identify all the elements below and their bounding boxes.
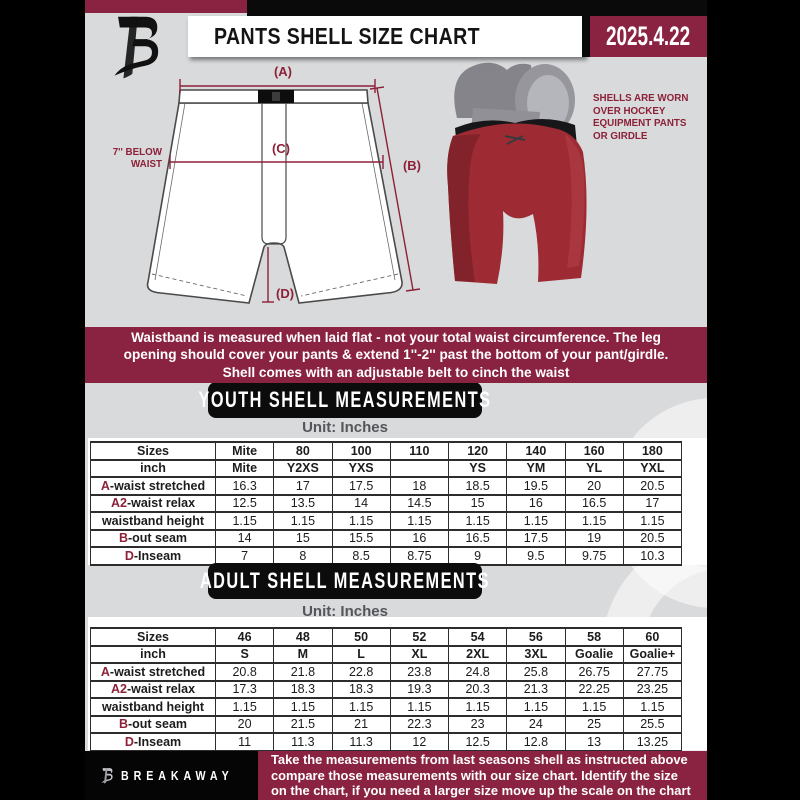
- table-row: [91, 530, 682, 548]
- footer-instructions: [258, 751, 707, 800]
- table-row: [91, 733, 682, 751]
- breakaway-logo-icon: [103, 15, 167, 86]
- table-row: [91, 716, 682, 734]
- table-cell: L: [332, 646, 390, 664]
- table-row: [91, 663, 682, 681]
- table-cell: 24.8: [449, 663, 507, 681]
- table-cell: 180: [623, 442, 681, 460]
- table-cell: waistband height: [91, 698, 216, 716]
- table-cell: YXS: [332, 460, 390, 478]
- table-cell: [390, 460, 448, 478]
- table-cell: 21.8: [274, 663, 332, 681]
- table-cell: 16: [390, 530, 448, 548]
- table-cell: Sizes: [91, 628, 216, 646]
- table-cell: 3XL: [507, 646, 565, 664]
- table-cell: 11.3: [274, 733, 332, 751]
- youth-size-table: [90, 441, 682, 566]
- brand-name: BREAKAWAY: [120, 768, 234, 783]
- table-cell: 1.15: [507, 698, 565, 716]
- measurement-notice-banner: [85, 327, 707, 383]
- table-cell: 50: [332, 628, 390, 646]
- table-cell: 1.15: [623, 512, 681, 530]
- table-cell: 25: [565, 716, 623, 734]
- table-cell: 140: [507, 442, 565, 460]
- table-cell: 25.8: [507, 663, 565, 681]
- table-cell: 54: [449, 628, 507, 646]
- table-cell: 52: [390, 628, 448, 646]
- shell-photo-caption: [593, 93, 703, 143]
- table-cell: 25.5: [623, 716, 681, 734]
- dimension-prefix: A: [100, 664, 110, 679]
- table-cell: 2XL: [449, 646, 507, 664]
- table-cell: 19.5: [507, 477, 565, 495]
- table-cell: 46: [216, 628, 274, 646]
- caption-line: EQUIPMENT PANTS: [593, 118, 687, 130]
- table-cell: Goalie: [565, 646, 623, 664]
- table-cell: 18: [390, 477, 448, 495]
- dimension-prefix: D: [124, 548, 134, 563]
- table-cell: 9: [449, 547, 507, 565]
- table-row: [91, 442, 682, 460]
- dim-label-a: (A): [273, 64, 293, 79]
- table-cell: waistband height: [91, 512, 216, 530]
- table-cell: A2-waist relax: [91, 681, 216, 699]
- table-cell: 7: [216, 547, 274, 565]
- table-cell: Mite: [216, 442, 274, 460]
- footer-line: on the chart, if you need a larger size move up the scale on the chart: [271, 783, 691, 799]
- table-cell: Mite: [216, 460, 274, 478]
- table-cell: 15: [449, 495, 507, 513]
- table-cell: 16.3: [216, 477, 274, 495]
- table-cell: 19: [565, 530, 623, 548]
- table-cell: 1.15: [565, 698, 623, 716]
- dimension-prefix: A2: [110, 682, 127, 697]
- table-cell: 21.3: [507, 681, 565, 699]
- table-cell: 21: [332, 716, 390, 734]
- date-badge: [590, 16, 707, 57]
- table-cell: 13.25: [623, 733, 681, 751]
- adult-section-title: ADULT SHELL MEASUREMENTS: [200, 568, 490, 593]
- table-cell: 16.5: [565, 495, 623, 513]
- table-cell: 17.3: [216, 681, 274, 699]
- table-cell: 22.8: [332, 663, 390, 681]
- table-cell: 20.5: [623, 477, 681, 495]
- table-cell: 120: [449, 442, 507, 460]
- table-row: [91, 628, 682, 646]
- table-cell: 26.75: [565, 663, 623, 681]
- table-cell: 1.15: [274, 512, 332, 530]
- table-cell: 8.75: [390, 547, 448, 565]
- table-cell: 160: [565, 442, 623, 460]
- table-cell: 1.15: [332, 512, 390, 530]
- adult-unit-label: Unit: Inches: [302, 603, 388, 620]
- table-cell: 1.15: [449, 698, 507, 716]
- table-cell: 1.15: [274, 698, 332, 716]
- table-row: [91, 698, 682, 716]
- table-cell: Sizes: [91, 442, 216, 460]
- table-cell: 14: [332, 495, 390, 513]
- table-cell: A2-waist relax: [91, 495, 216, 513]
- table-cell: 1.15: [390, 512, 448, 530]
- footer-line: Take the measurements from last seasons shell as instructed above: [271, 752, 688, 768]
- table-cell: 1.15: [390, 698, 448, 716]
- table-cell: B-out seam: [91, 716, 216, 734]
- table-cell: D-Inseam: [91, 733, 216, 751]
- table-cell: Goalie+: [623, 646, 681, 664]
- table-cell: 18.5: [449, 477, 507, 495]
- header-maroon-strip: [85, 0, 247, 13]
- title-bar: [188, 16, 585, 57]
- caption-line: OR GIRDLE: [593, 130, 648, 142]
- table-cell: 13: [565, 733, 623, 751]
- notice-line: Shell comes with an adjustable belt to cinch the waist: [222, 364, 570, 380]
- table-cell: 22.25: [565, 681, 623, 699]
- dim-label-c: (C): [271, 141, 291, 156]
- table-cell: 11: [216, 733, 274, 751]
- notice-line: Waistband is measured when laid flat - not your total waist circumference. The leg: [131, 330, 661, 346]
- table-row: [91, 512, 682, 530]
- table-cell: 12.8: [507, 733, 565, 751]
- table-cell: 8: [274, 547, 332, 565]
- table-cell: 12.5: [449, 733, 507, 751]
- caption-line: SHELLS ARE WORN: [593, 93, 689, 104]
- table-row: [91, 460, 682, 478]
- table-cell: 9.5: [507, 547, 565, 565]
- table-cell: 14.5: [390, 495, 448, 513]
- footer-line: compare those measurements with our size chart. Identify the size: [271, 767, 678, 783]
- breakaway-footer-logo-icon: [99, 760, 115, 792]
- table-cell: 12.5: [216, 495, 274, 513]
- table-cell: 19.3: [390, 681, 448, 699]
- table-cell: YXL: [623, 460, 681, 478]
- dim-label-b: (B): [402, 158, 422, 173]
- table-row: [91, 681, 682, 699]
- note-line: WAIST: [130, 159, 162, 170]
- table-cell: 1.15: [216, 698, 274, 716]
- table-cell: 56: [507, 628, 565, 646]
- date-text: 2025.4.22: [606, 21, 691, 51]
- table-cell: Y2XS: [274, 460, 332, 478]
- table-cell: 12: [390, 733, 448, 751]
- table-cell: 48: [274, 628, 332, 646]
- table-row: [91, 646, 682, 664]
- table-cell: 17: [623, 495, 681, 513]
- table-cell: 17.5: [332, 477, 390, 495]
- table-cell: 22.3: [390, 716, 448, 734]
- adult-size-table: [90, 627, 682, 752]
- table-cell: 15.5: [332, 530, 390, 548]
- table-cell: YS: [449, 460, 507, 478]
- table-cell: D-Inseam: [91, 547, 216, 565]
- caption-line: OVER HOCKEY: [593, 105, 666, 117]
- table-cell: 16.5: [449, 530, 507, 548]
- table-cell: YL: [565, 460, 623, 478]
- table-cell: 10.3: [623, 547, 681, 565]
- table-cell: 110: [390, 442, 448, 460]
- table-cell: 1.15: [507, 512, 565, 530]
- table-cell: 14: [216, 530, 274, 548]
- table-cell: 58: [565, 628, 623, 646]
- table-cell: inch: [91, 646, 216, 664]
- table-cell: 100: [332, 442, 390, 460]
- table-cell: 23.8: [390, 663, 448, 681]
- youth-section-banner: [198, 382, 492, 418]
- below-waist-note: [107, 147, 162, 171]
- document-body: [85, 0, 707, 800]
- table-cell: 9.75: [565, 547, 623, 565]
- table-cell: 17.5: [507, 530, 565, 548]
- table-row: [91, 547, 682, 565]
- table-cell: 23: [449, 716, 507, 734]
- table-cell: 20: [565, 477, 623, 495]
- dim-label-d: (D): [276, 286, 295, 301]
- table-cell: A-waist stretched: [91, 477, 216, 495]
- table-cell: 15: [274, 530, 332, 548]
- table-cell: A-waist stretched: [91, 663, 216, 681]
- dimension-prefix: D: [124, 734, 134, 749]
- dimension-prefix: A2: [110, 496, 127, 511]
- table-cell: 18.3: [332, 681, 390, 699]
- table-cell: 1.15: [623, 698, 681, 716]
- table-cell: 13.5: [274, 495, 332, 513]
- youth-unit-label: Unit: Inches: [302, 419, 388, 436]
- table-cell: XL: [390, 646, 448, 664]
- table-cell: 18.3: [274, 681, 332, 699]
- table-cell: 60: [623, 628, 681, 646]
- table-row: [91, 495, 682, 513]
- table-cell: S: [216, 646, 274, 664]
- table-cell: inch: [91, 460, 216, 478]
- notice-line: opening should cover your pants & extend 1''-2'' past the bottom of your pant/girdle.: [123, 347, 669, 363]
- table-cell: 20.5: [623, 530, 681, 548]
- dimension-prefix: B: [118, 717, 128, 732]
- page-title: PANTS SHELL SIZE CHART: [214, 23, 481, 49]
- note-line: 7'' BELOW: [112, 147, 162, 158]
- table-cell: 20: [216, 716, 274, 734]
- table-cell: M: [274, 646, 332, 664]
- header-black-strip: [247, 0, 707, 16]
- adult-section-banner: [200, 563, 490, 599]
- table-cell: 1.15: [216, 512, 274, 530]
- table-cell: 27.75: [623, 663, 681, 681]
- dimension-prefix: B: [118, 531, 128, 546]
- table-cell: 11.3: [332, 733, 390, 751]
- table-cell: 1.15: [332, 698, 390, 716]
- shorts-measurement-diagram: [115, 58, 450, 318]
- table-cell: B-out seam: [91, 530, 216, 548]
- dimension-prefix: A: [100, 478, 110, 493]
- table-cell: 8.5: [332, 547, 390, 565]
- table-cell: 1.15: [565, 512, 623, 530]
- table-cell: 23.25: [623, 681, 681, 699]
- table-cell: 20.3: [449, 681, 507, 699]
- footer-brand-box: [85, 751, 258, 800]
- table-cell: 20.8: [216, 663, 274, 681]
- youth-section-title: YOUTH SHELL MEASUREMENTS: [198, 387, 492, 412]
- table-row: [91, 477, 682, 495]
- table-cell: 16: [507, 495, 565, 513]
- table-cell: 17: [274, 477, 332, 495]
- table-cell: 24: [507, 716, 565, 734]
- table-cell: YM: [507, 460, 565, 478]
- table-cell: 1.15: [449, 512, 507, 530]
- table-cell: 21.5: [274, 716, 332, 734]
- table-cell: 80: [274, 442, 332, 460]
- shell-photo: [445, 56, 605, 296]
